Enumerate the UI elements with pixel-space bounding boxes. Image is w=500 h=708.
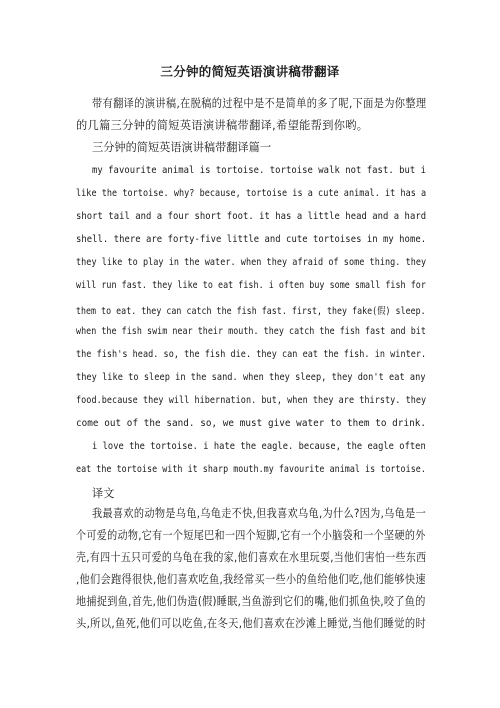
translation-line: 地捕捉到鱼,首先,他们伪造(假)睡眠,当鱼游到它们的嘴,他们抓鱼快,咬了鱼的 xyxy=(76,595,426,608)
english-line: my favourite animal is tortoise. tortoise walk not fast. but i xyxy=(92,165,427,176)
translation-line: 头,所以,鱼死,他们可以吃鱼,在冬天,他们喜欢在沙滩上睡觉,当他们睡觉的时 xyxy=(76,617,427,630)
translation-label: 译文 xyxy=(92,487,115,500)
translation-line: 个可爱的动物,它有一个短尾巴和一四个短脚,它有一个小脑袋和一个坚硬的外 xyxy=(76,529,426,542)
english-line: eat the tortoise with it sharp mouth.my favourite animal is tortoise. xyxy=(76,464,426,475)
english-line: come out of the sand. so, we must give water to them to drink. xyxy=(76,418,427,429)
english-line: when the fish swim near their mouth. they catch the fish fast and bit xyxy=(76,326,426,337)
english-line: short tail and a four short foot. it has a little head and a hard xyxy=(76,211,427,222)
intro-line: 带有翻译的演讲稿,在脱稿的过程中是不是简单的多了呢,下面是为你整理 xyxy=(92,97,427,110)
section-heading: 三分钟的简短英语演讲稿带翻译篇一 xyxy=(92,141,272,154)
english-line: shell. there are forty-five little and cute tortoises in my home. xyxy=(76,234,427,245)
translation-line: 壳,有四十五只可爱的乌龟在我的家,他们喜欢在水里玩耍,当他们害怕一些东西 xyxy=(76,551,427,564)
english-line: like the tortoise. why? because, tortoise is a cute animal. it has a xyxy=(76,188,427,199)
document-title: 三分钟的简短英语演讲稿带翻译 xyxy=(160,64,340,79)
english-line: will run fast. they like to eat fish. i often buy some small fish for xyxy=(76,280,426,291)
translation-line: 我最喜欢的动物是乌龟,乌龟走不快,但我喜欢乌龟,为什么?因为,乌龟是一 xyxy=(92,507,427,520)
intro-line: 的几篇三分钟的简短英语演讲稿带翻译,希望能帮到你哟。 xyxy=(76,119,369,132)
english-line: they like to play in the water. when they afraid of some thing. they xyxy=(76,257,427,268)
translation-line: ,他们会跑得很快,他们喜欢吃鱼,我经常买一些小的鱼给他们吃,他们能够快速 xyxy=(76,573,426,586)
english-line: i love the tortoise. i hate the eagle. because, the eagle often xyxy=(92,441,426,452)
english-line: them to eat. they can catch the fish fast. first, they fake(假) sleep. xyxy=(76,306,426,317)
english-line: food.because they will hibernation. but, when they are thirsty. they xyxy=(76,395,427,406)
english-line: the fish's head. so, the fish die. they can eat the fish. in winter. xyxy=(76,349,427,360)
english-line: they like to sleep in the sand. when they sleep, they don't eat any xyxy=(76,372,426,383)
